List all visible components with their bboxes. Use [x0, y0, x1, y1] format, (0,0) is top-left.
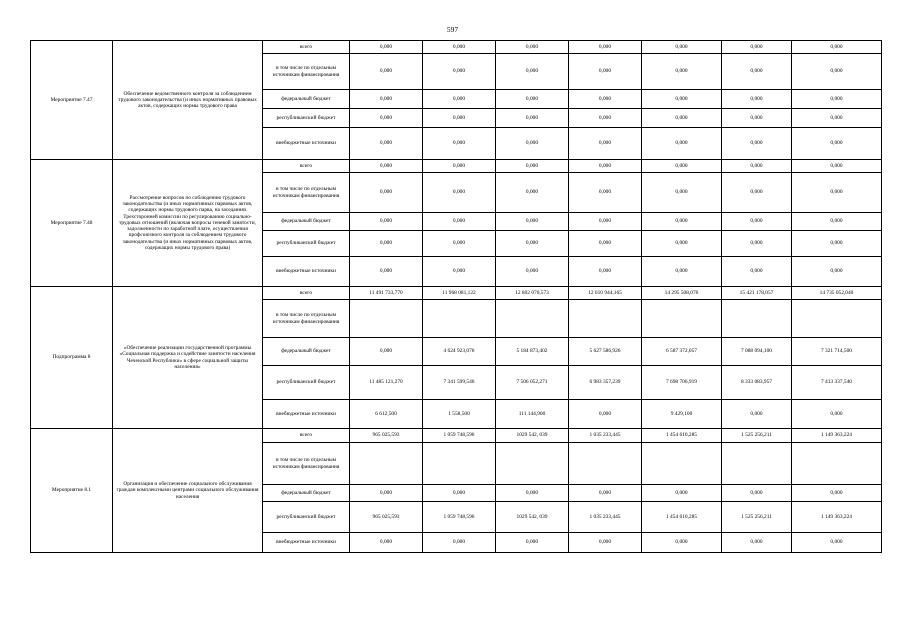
funding-value: 0,000: [350, 41, 423, 54]
funding-value: 7 341 599,546: [423, 366, 496, 400]
budget-table: [30, 40, 882, 553]
funding-value: 0,000: [722, 485, 792, 502]
funding-value: 0,000: [423, 109, 496, 128]
funding-value: 0,000: [569, 257, 642, 287]
funding-source: всего: [263, 41, 350, 54]
funding-value: 0,000: [496, 257, 569, 287]
funding-value: 1 454 610,285: [642, 429, 722, 443]
page-number: 597: [446, 25, 459, 34]
funding-value: 0,000: [792, 41, 882, 54]
funding-value: 11 485 121,270: [350, 366, 423, 400]
funding-value: 7 413 337,540: [792, 366, 882, 400]
funding-value: 0,000: [350, 213, 423, 231]
funding-value: 0,000: [722, 533, 792, 553]
funding-value: 0,000: [642, 41, 722, 54]
table-row: [31, 160, 882, 173]
measure-name: Рассмотрение вопросов по соблюдению трудового законодательства (и иных нормативных парвовых актов, содержащих нормы трудового парва, на заседаниях Трехсторонней комиссии по регулированию социально-трудовых отношений (включая вопросы теневой занятости, задолженности по заработной плате, осуществления профсоюзного контроля за соблюдением трудового законодательства (и иных нормативных парвовых актов, содержащих нормы трудового права): [113, 160, 263, 287]
funding-value: 0,000: [642, 128, 722, 160]
funding-value: 0,000: [423, 41, 496, 54]
funding-value: 6 587 372,057: [642, 338, 722, 366]
funding-value: [569, 300, 642, 338]
funding-source: республиканский бюджет: [263, 366, 350, 400]
funding-source: внебюджетные источники: [263, 257, 350, 287]
funding-value: 0,000: [792, 400, 882, 429]
funding-value: 0,000: [423, 257, 496, 287]
funding-value: 0,000: [569, 400, 642, 429]
funding-value: 0,000: [792, 128, 882, 160]
funding-value: 0,000: [496, 213, 569, 231]
funding-value: 0,000: [350, 160, 423, 173]
funding-value: 6 612,500: [350, 400, 423, 429]
funding-value: 0,000: [423, 231, 496, 257]
funding-value: 1 525 256,211: [722, 502, 792, 533]
funding-value: 0,000: [350, 533, 423, 553]
funding-value: 0,000: [496, 128, 569, 160]
funding-value: 15 421 178,057: [722, 287, 792, 300]
funding-value: 5 184 873,402: [496, 338, 569, 366]
funding-value: 0,000: [496, 533, 569, 553]
funding-value: 0,000: [423, 54, 496, 90]
funding-value: 0,000: [792, 485, 882, 502]
funding-value: 0,000: [642, 109, 722, 128]
funding-value: 1029 542, 039: [496, 502, 569, 533]
funding-source: всего: [263, 429, 350, 443]
funding-value: 0,000: [722, 231, 792, 257]
funding-value: 0,000: [642, 213, 722, 231]
funding-value: 8 333 083,957: [722, 366, 792, 400]
funding-value: [423, 300, 496, 338]
funding-value: 0,000: [792, 109, 882, 128]
measure-name: «Обеспечение реализации государственной программы «Социальная поддержка и содействие занятости населения Чеченской Республики» в сфере социальной защиты населения»: [113, 287, 263, 429]
funding-source: в том числе по отдельным источникам финансирования: [263, 173, 350, 213]
funding-value: 12 610 944,165: [569, 287, 642, 300]
funding-value: 1 149 363,224: [792, 502, 882, 533]
measure-code: Мероприятие 8.1: [31, 429, 113, 553]
funding-value: 1 454 610,285: [642, 502, 722, 533]
funding-value: 0,000: [722, 54, 792, 90]
funding-value: 0,000: [792, 533, 882, 553]
funding-value: 0,000: [569, 231, 642, 257]
funding-value: 0,000: [423, 160, 496, 173]
funding-value: 0,000: [350, 90, 423, 109]
funding-value: [642, 300, 722, 338]
funding-value: [423, 443, 496, 485]
funding-value: 0,000: [569, 128, 642, 160]
funding-value: 1 035 233,445: [569, 502, 642, 533]
funding-value: 12 802 070,573: [496, 287, 569, 300]
measure-code: Мероприятие 7.48: [31, 160, 113, 287]
funding-value: 0,000: [642, 231, 722, 257]
funding-value: 0,000: [792, 173, 882, 213]
funding-value: 0,000: [569, 173, 642, 213]
funding-value: 0,000: [642, 533, 722, 553]
funding-value: 0,000: [496, 109, 569, 128]
funding-value: 0,000: [496, 231, 569, 257]
funding-value: 0,000: [569, 160, 642, 173]
funding-value: 0,000: [350, 128, 423, 160]
funding-value: 0,000: [423, 533, 496, 553]
funding-value: [722, 443, 792, 485]
table-row: [31, 429, 882, 443]
funding-value: 1029 542, 039: [496, 429, 569, 443]
funding-value: 0,000: [350, 54, 423, 90]
funding-value: 0,000: [722, 213, 792, 231]
funding-value: 0,000: [792, 231, 882, 257]
funding-source: республиканский бюджет: [263, 502, 350, 533]
funding-source: внебюджетные источники: [263, 533, 350, 553]
funding-source: федеральный бюджет: [263, 338, 350, 366]
funding-source: республиканский бюджет: [263, 109, 350, 128]
measure-name: Обеспечение ведомственного контроля за соблюдением трудового законодательства (и иных нормативных правовых актов, содержащих нормы трудового права: [113, 41, 263, 160]
funding-value: 14 735 052,040: [792, 287, 882, 300]
funding-value: 0,000: [792, 160, 882, 173]
measure-code: Подпрограмма 8: [31, 287, 113, 429]
funding-value: 0,000: [569, 54, 642, 90]
funding-source: всего: [263, 160, 350, 173]
funding-value: 0,000: [722, 90, 792, 109]
funding-value: 965 025,593: [350, 429, 423, 443]
funding-value: [722, 300, 792, 338]
funding-value: 0,000: [496, 41, 569, 54]
funding-value: 14 295 508,076: [642, 287, 722, 300]
funding-value: 1 059 748,596: [423, 502, 496, 533]
funding-value: 5 627 586,926: [569, 338, 642, 366]
funding-value: 0,000: [792, 257, 882, 287]
funding-source: в том числе по отдельным источникам финансирования: [263, 54, 350, 90]
funding-value: 7 088 094,100: [722, 338, 792, 366]
funding-value: 7 321 714,500: [792, 338, 882, 366]
funding-value: 11 491 733,770: [350, 287, 423, 300]
funding-value: 0,000: [642, 54, 722, 90]
table-row: [31, 41, 882, 54]
funding-value: [350, 300, 423, 338]
funding-value: 0,000: [569, 485, 642, 502]
funding-value: [792, 443, 882, 485]
funding-value: 0,000: [722, 128, 792, 160]
funding-value: 0,000: [350, 485, 423, 502]
funding-value: 0,000: [722, 257, 792, 287]
funding-value: 0,000: [350, 231, 423, 257]
funding-value: 0,000: [642, 173, 722, 213]
funding-source: в том числе по отдельным источникам финансирования: [263, 443, 350, 485]
funding-value: 111 144,900: [496, 400, 569, 429]
funding-value: 7 506 052,271: [496, 366, 569, 400]
funding-value: 9 429,100: [642, 400, 722, 429]
funding-source: внебюджетные источники: [263, 400, 350, 429]
funding-source: республиканский бюджет: [263, 231, 350, 257]
funding-value: 0,000: [722, 109, 792, 128]
funding-value: 0,000: [350, 109, 423, 128]
funding-value: 0,000: [569, 90, 642, 109]
funding-value: 0,000: [423, 128, 496, 160]
funding-value: 0,000: [722, 41, 792, 54]
funding-source: федеральный бюджет: [263, 485, 350, 502]
funding-value: 11 968 081,122: [423, 287, 496, 300]
funding-value: 0,000: [423, 90, 496, 109]
funding-value: 0,000: [792, 213, 882, 231]
measure-name: Организация и обеспечение социального обслуживания граждан комплексными центрами социального обслуживания населения: [113, 429, 263, 553]
funding-value: 0,000: [722, 173, 792, 213]
funding-value: 0,000: [642, 257, 722, 287]
funding-value: 0,000: [722, 160, 792, 173]
funding-value: 0,000: [642, 485, 722, 502]
funding-value: 6 983 357,239: [569, 366, 642, 400]
funding-value: 1 035 233,445: [569, 429, 642, 443]
funding-value: 0,000: [792, 90, 882, 109]
funding-value: [792, 300, 882, 338]
funding-value: 0,000: [496, 485, 569, 502]
funding-value: 0,000: [496, 160, 569, 173]
funding-source: внебюджетные источники: [263, 128, 350, 160]
funding-value: [496, 443, 569, 485]
table-row: [31, 287, 882, 300]
funding-value: 0,000: [642, 90, 722, 109]
funding-value: 1 558,500: [423, 400, 496, 429]
funding-value: [642, 443, 722, 485]
funding-value: 0,000: [569, 41, 642, 54]
funding-value: 1 149 363,224: [792, 429, 882, 443]
funding-value: 1 525 256,211: [722, 429, 792, 443]
funding-value: 0,000: [423, 173, 496, 213]
funding-value: 0,000: [423, 485, 496, 502]
funding-value: 0,000: [496, 54, 569, 90]
funding-value: 4 624 923,076: [423, 338, 496, 366]
funding-source: федеральный бюджет: [263, 90, 350, 109]
funding-value: [350, 443, 423, 485]
funding-source: всего: [263, 287, 350, 300]
funding-source: федеральный бюджет: [263, 213, 350, 231]
funding-value: 0,000: [722, 400, 792, 429]
funding-value: 0,000: [642, 160, 722, 173]
funding-value: 0,000: [350, 257, 423, 287]
funding-source: в том числе по отдельным источникам финансирования: [263, 300, 350, 338]
funding-value: [496, 300, 569, 338]
funding-value: 965 025,593: [350, 502, 423, 533]
funding-value: 0,000: [423, 213, 496, 231]
funding-value: 0,000: [350, 173, 423, 213]
funding-value: 0,000: [496, 90, 569, 109]
funding-value: 0,000: [569, 109, 642, 128]
funding-value: 0,000: [569, 213, 642, 231]
funding-value: 0,000: [350, 338, 423, 366]
funding-value: 0,000: [496, 173, 569, 213]
funding-value: 0,000: [569, 533, 642, 553]
measure-code: Мероприятие 7.47: [31, 41, 113, 160]
funding-value: 1 059 748,596: [423, 429, 496, 443]
funding-value: [569, 443, 642, 485]
funding-value: 7 698 706,919: [642, 366, 722, 400]
funding-value: 0,000: [792, 54, 882, 90]
